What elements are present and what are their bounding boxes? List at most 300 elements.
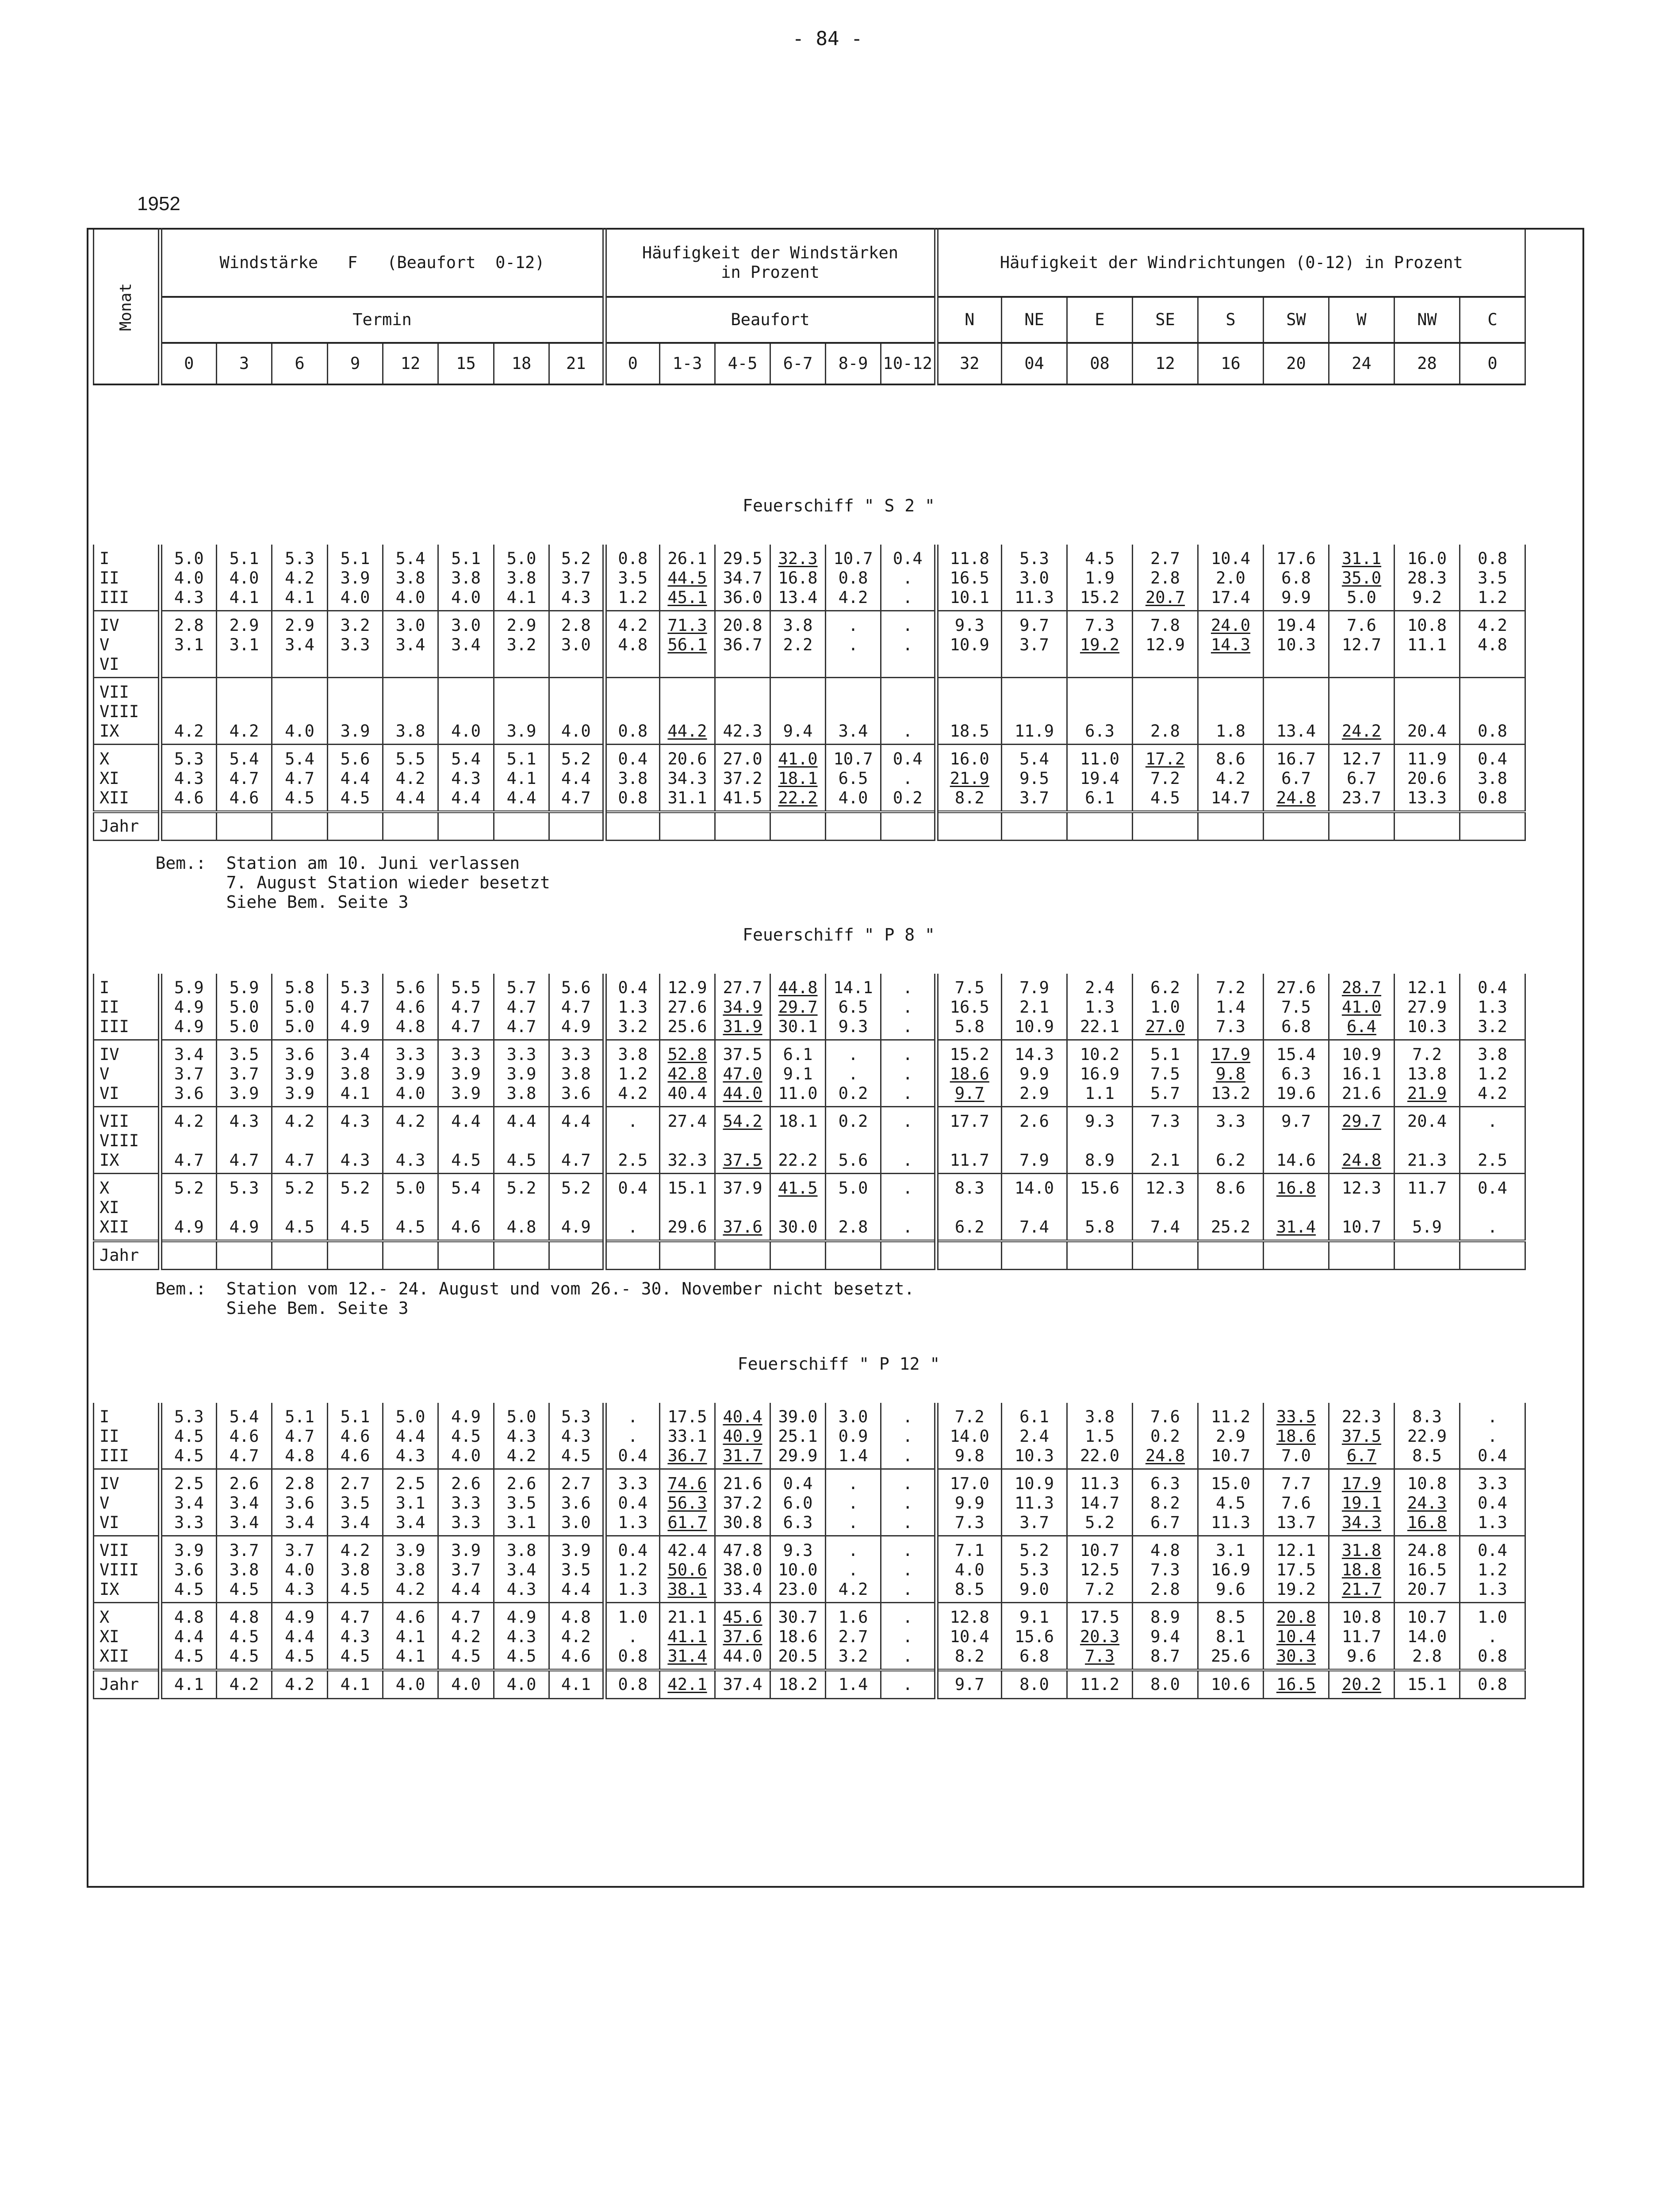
cell-value: . (903, 1513, 913, 1532)
value-cell (438, 1603, 494, 1671)
cell-value: 3.7 (451, 1560, 481, 1579)
jahr-value: 0.8 (605, 1670, 660, 1699)
cell-value: 6.1 (783, 1045, 813, 1064)
value-cell (1067, 1603, 1133, 1671)
value-cell (1067, 1536, 1133, 1603)
cell-value: 17.5 (1276, 1560, 1316, 1579)
termin-col: 9 (328, 343, 383, 384)
value-cell (438, 1040, 494, 1107)
cell-value: 10.7 (1080, 1541, 1120, 1560)
month-label: X (100, 749, 110, 768)
cell-value: 4.1 (506, 588, 536, 607)
cell-value: 10.1 (950, 588, 989, 607)
value-cell (438, 1536, 494, 1603)
cell-value: 10.0 (778, 1560, 818, 1579)
cell-value: 4.1 (229, 588, 259, 607)
windstaerke-title: Windstärke F (Beaufort 0-12) (160, 229, 605, 297)
cell-value: 4.3 (229, 1112, 259, 1131)
month-label: IV (100, 616, 119, 635)
cell-value: 47.0 (723, 1064, 762, 1083)
value-cell (383, 678, 438, 745)
cell-value: 10.4 (1276, 1627, 1316, 1646)
value-cell (383, 1469, 438, 1536)
cell-value (607, 702, 659, 722)
cell-value: 42.8 (667, 1064, 707, 1083)
jahr-value (1002, 812, 1067, 841)
cell-value: 9.3 (783, 1541, 813, 1560)
jahr-value (605, 1241, 660, 1270)
cell-value: 13.4 (778, 588, 818, 607)
month-label: IX (100, 1580, 119, 1599)
cell-value: 1.3 (618, 1580, 648, 1599)
cell-value: 4.2 (285, 568, 314, 588)
cell-value: 37.5 (723, 1151, 762, 1170)
cell-value: . (1487, 1407, 1498, 1426)
cell-value: 4.9 (174, 1017, 204, 1036)
cell-value: 5.0 (838, 1179, 868, 1198)
jahr-value: 4.2 (217, 1670, 272, 1699)
cell-value: 3.7 (1019, 1513, 1049, 1532)
cell-value: 20.5 (778, 1647, 818, 1666)
cell-value: 10.3 (1407, 1017, 1447, 1036)
value-cell (160, 974, 217, 1040)
cell-value: 3.9 (174, 1541, 204, 1560)
jahr-value: 11.2 (1067, 1670, 1133, 1699)
cell-value: . (1487, 1627, 1498, 1646)
value-cell (1133, 1174, 1198, 1241)
cell-value: 3.8 (561, 1064, 591, 1083)
cell-value: 20.7 (1407, 1580, 1447, 1599)
direction-name: C (1460, 297, 1525, 343)
cell-value: 4.9 (506, 1608, 536, 1627)
cell-value: 11.3 (1211, 1513, 1251, 1532)
value-cell (217, 545, 272, 611)
cell-value: 3.4 (174, 1045, 204, 1064)
value-cell (1460, 1403, 1525, 1469)
value-cell (1002, 678, 1067, 745)
cell-value: 14.0 (950, 1427, 989, 1446)
cell-value: 5.1 (451, 549, 481, 568)
cell-value: 5.3 (1019, 549, 1049, 568)
cell-value: 24.8 (1407, 1541, 1447, 1560)
cell-value: 16.1 (1341, 1064, 1382, 1083)
cell-value: 3.6 (174, 1084, 204, 1103)
cell-value: 4.8 (506, 1217, 536, 1237)
cell-value (162, 683, 216, 702)
value-cell (715, 745, 770, 812)
cell-value (1002, 702, 1066, 722)
cell-value (881, 1131, 934, 1151)
jahr-value (715, 1241, 770, 1270)
value-cell (549, 678, 605, 745)
cell-value: 17.6 (1276, 549, 1316, 568)
value-cell (217, 1469, 272, 1536)
jahr-value (328, 1241, 383, 1270)
cell-value: 3.1 (395, 1494, 425, 1513)
cell-value: 3.7 (285, 1541, 314, 1560)
cell-value: 3.4 (229, 1494, 259, 1513)
value-cell (1460, 1107, 1525, 1174)
cell-value: 5.2 (285, 1179, 314, 1198)
cell-value: 22.0 (1080, 1446, 1120, 1465)
haeufigkeit-windrichtungen-title: Häufigkeit der Windrichtungen (0-12) in Prozent (936, 229, 1525, 297)
cell-value: 9.7 (954, 1084, 985, 1103)
cell-value: 0.8 (1478, 722, 1507, 741)
cell-value: 6.2 (954, 1217, 985, 1237)
cell-value: 4.0 (451, 588, 481, 607)
cell-value: 4.5 (229, 1647, 259, 1666)
monat-label: Monat (116, 283, 135, 331)
cell-value: 54.2 (723, 1112, 762, 1131)
value-cell (605, 1174, 660, 1241)
cell-value: 1.5 (1085, 1427, 1115, 1446)
value-cell (881, 1107, 936, 1174)
cell-value: 6.3 (1281, 1064, 1311, 1083)
cell-value (1068, 1131, 1132, 1151)
value-cell (1329, 545, 1394, 611)
cell-value: 3.8 (340, 1560, 370, 1579)
cell-value: 7.1 (954, 1541, 985, 1560)
cell-value: 5.9 (174, 978, 204, 997)
cell-value: 5.3 (174, 1407, 204, 1426)
value-cell (1133, 611, 1198, 678)
cell-value: 4.0 (229, 568, 259, 588)
value-cell (438, 611, 494, 678)
value-cell (438, 745, 494, 812)
cell-value (716, 683, 770, 702)
value-cell (605, 1403, 660, 1469)
cell-value: 5.2 (561, 549, 591, 568)
cell-value: 4.0 (451, 722, 481, 741)
cell-value: 3.3 (174, 1513, 204, 1532)
cell-value: 6.2 (1216, 1151, 1245, 1170)
cell-value: 0.4 (618, 749, 648, 768)
cell-value: 21.9 (1407, 1084, 1447, 1103)
cell-value: 1.2 (1478, 1560, 1507, 1579)
cell-value: 4.2 (561, 1627, 591, 1646)
cell-value (716, 1131, 770, 1151)
jahr-value: 4.2 (272, 1670, 328, 1699)
value-cell (881, 1469, 936, 1536)
value-cell (217, 1536, 272, 1603)
value-cell (1198, 1107, 1264, 1174)
value-cell (1002, 745, 1067, 812)
cell-value: 2.8 (561, 616, 591, 635)
cell-value: 21.1 (667, 1608, 707, 1627)
cell-value: 7.6 (1281, 1494, 1311, 1513)
cell-value: 31.4 (1276, 1217, 1316, 1237)
cell-value: 4.7 (285, 1151, 314, 1170)
cell-value (826, 1198, 880, 1217)
value-cell (383, 1403, 438, 1469)
jahr-value (160, 1241, 217, 1270)
cell-value (1199, 683, 1263, 702)
value-cell (770, 1040, 826, 1107)
cell-value: 0.8 (1478, 788, 1507, 807)
value-cell (494, 1469, 549, 1536)
cell-value: 17.5 (667, 1407, 707, 1426)
cell-value: 8.5 (1412, 1446, 1442, 1465)
month-group-row (94, 1107, 1525, 1174)
jahr-value (438, 1241, 494, 1270)
cell-value (439, 1198, 493, 1217)
month-label: II (100, 1427, 119, 1446)
value-cell (1460, 1469, 1525, 1536)
cell-value: 3.8 (340, 1064, 370, 1083)
cell-value: 4.3 (395, 1446, 425, 1465)
cell-value (1002, 683, 1066, 702)
cell-value: 21.3 (1407, 1151, 1447, 1170)
cell-value: 15.2 (950, 1045, 989, 1064)
cell-value: 4.2 (340, 1541, 370, 1560)
cell-value: 10.2 (1080, 1045, 1120, 1064)
cell-value (771, 702, 825, 722)
ship-name: Feuerschiff " P 8 " (743, 925, 935, 945)
cell-value: 4.5 (174, 1647, 204, 1666)
jahr-value: 9.7 (936, 1670, 1002, 1699)
cell-value: 4.3 (506, 1627, 536, 1646)
cell-value: 4.3 (174, 769, 204, 788)
cell-value: 4.4 (561, 1580, 591, 1599)
cell-value: . (903, 1151, 913, 1170)
cell-value (1329, 702, 1394, 722)
cell-value: 8.5 (954, 1580, 985, 1599)
cell-value: 4.4 (285, 1627, 314, 1646)
value-cell (1460, 1603, 1525, 1671)
cell-value: 3.8 (506, 568, 536, 588)
value-cell (549, 1040, 605, 1107)
cell-value: 7.5 (954, 978, 985, 997)
cell-value: 23.7 (1341, 788, 1382, 807)
month-label: XII (100, 1217, 129, 1237)
value-cell (605, 1603, 660, 1671)
cell-value: 7.9 (1019, 1151, 1049, 1170)
cell-value (272, 655, 327, 674)
cell-value: 7.3 (1150, 1112, 1180, 1131)
cell-value: 25.6 (667, 1017, 707, 1036)
cell-value: 3.7 (1019, 635, 1049, 654)
cell-value: 24.8 (1145, 1446, 1185, 1465)
cell-value: 9.0 (1019, 1580, 1049, 1599)
value-cell (1329, 1403, 1394, 1469)
value-cell (715, 1469, 770, 1536)
cell-value: 18.6 (1276, 1427, 1316, 1446)
cell-value: 8.2 (954, 1647, 985, 1666)
cell-value: . (848, 635, 858, 654)
value-cell (1002, 1536, 1067, 1603)
cell-value: 9.3 (954, 616, 985, 635)
cell-value: 4.5 (174, 1446, 204, 1465)
cell-value: 4.4 (451, 788, 481, 807)
value-cell (438, 974, 494, 1040)
value-cell (660, 974, 715, 1040)
value-cell (383, 545, 438, 611)
cell-value: 11.3 (1014, 1494, 1054, 1513)
value-cell (1067, 1107, 1133, 1174)
value-cell (438, 1174, 494, 1241)
beaufort-col: 6-7 (770, 343, 826, 384)
cell-value: 2.8 (1150, 722, 1180, 741)
value-cell (1067, 1040, 1133, 1107)
value-cell (1264, 1536, 1329, 1603)
value-cell (549, 545, 605, 611)
cell-value: . (1487, 1217, 1498, 1237)
cell-value: 12.1 (1276, 1541, 1316, 1560)
cell-value: 42.3 (723, 722, 762, 741)
cell-value: 3.0 (451, 616, 481, 635)
cell-value: 9.1 (783, 1064, 813, 1083)
value-cell (272, 745, 328, 812)
cell-value: 6.7 (1150, 1513, 1180, 1532)
cell-value (1199, 1198, 1263, 1217)
cell-value: 5.0 (285, 998, 314, 1017)
cell-value: 32.3 (778, 549, 818, 568)
cell-value: 10.7 (833, 549, 873, 568)
cell-value: 8.2 (954, 788, 985, 807)
cell-value: 5.4 (451, 749, 481, 768)
cell-value: . (903, 1446, 913, 1465)
value-cell (494, 1603, 549, 1671)
month-labels (94, 974, 160, 1040)
jahr-value: 8.0 (1133, 1670, 1198, 1699)
cell-value (1002, 1198, 1066, 1217)
cell-value: 6.5 (838, 998, 868, 1017)
cell-value (550, 702, 602, 722)
cell-value: 17.0 (950, 1474, 989, 1493)
cell-value: . (848, 1513, 858, 1532)
cell-value: 0.4 (618, 978, 648, 997)
beaufort-col: 0 (605, 343, 660, 384)
cell-value: 2.4 (1019, 1427, 1049, 1446)
jahr-value (936, 812, 1002, 841)
month-label: VI (100, 1513, 119, 1532)
cell-value: 4.9 (561, 1217, 591, 1237)
cell-value (939, 655, 1001, 674)
cell-value: 1.0 (618, 1608, 648, 1627)
cell-value: 4.9 (174, 998, 204, 1017)
cell-value (1133, 702, 1197, 722)
cell-value (494, 1198, 548, 1217)
value-cell (1198, 974, 1264, 1040)
value-cell (160, 1536, 217, 1603)
cell-value: 3.9 (451, 1541, 481, 1560)
cell-value: 56.1 (667, 635, 707, 654)
value-cell (383, 1107, 438, 1174)
cell-value: 12.1 (1407, 978, 1447, 997)
cell-value: 4.1 (506, 769, 536, 788)
cell-value: 4.7 (451, 998, 481, 1017)
cell-value: 30.3 (1276, 1647, 1316, 1666)
jahr-value (715, 812, 770, 841)
cell-value: 16.8 (778, 568, 818, 588)
value-cell (1067, 678, 1133, 745)
value-cell (1394, 1107, 1460, 1174)
cell-value: 12.5 (1080, 1560, 1120, 1579)
cell-value: 12.7 (1341, 635, 1382, 654)
cell-value: 0.8 (618, 1647, 648, 1666)
cell-value: 6.0 (783, 1494, 813, 1513)
cell-value: . (903, 1112, 913, 1131)
cell-value: 1.0 (1478, 1608, 1507, 1627)
value-cell (328, 1403, 383, 1469)
cell-value: 1.6 (838, 1608, 868, 1627)
beaufort-col: 8-9 (826, 343, 881, 384)
cell-value: 4.1 (395, 1627, 425, 1646)
cell-value: 13.3 (1407, 788, 1447, 807)
cell-value: 4.0 (561, 722, 591, 741)
cell-value: 20.8 (723, 616, 762, 635)
cell-value: 5.4 (451, 1179, 481, 1198)
value-cell (1329, 1469, 1394, 1536)
cell-value: 16.0 (950, 749, 989, 768)
value-cell (272, 1603, 328, 1671)
cell-value (660, 1198, 714, 1217)
cell-value: . (903, 1017, 913, 1036)
cell-value: 0.9 (838, 1427, 868, 1446)
month-label: VIII (100, 1560, 139, 1579)
cell-value: 4.6 (395, 998, 425, 1017)
cell-value (439, 655, 493, 674)
month-group-row (94, 745, 1525, 812)
cell-value (881, 1198, 934, 1217)
month-label: VI (100, 655, 119, 674)
cell-value: 27.0 (723, 749, 762, 768)
jahr-value (1264, 812, 1329, 841)
cell-value (1460, 683, 1525, 702)
cell-value: 8.9 (1150, 1608, 1180, 1627)
cell-value (660, 655, 714, 674)
cell-value: 14.1 (833, 978, 873, 997)
value-cell (936, 1040, 1002, 1107)
cell-value (1133, 683, 1197, 702)
value-cell (936, 1107, 1002, 1174)
month-label: VII (100, 1541, 129, 1560)
cell-value: 18.5 (950, 722, 989, 741)
value-cell (826, 678, 881, 745)
cell-value: 3.3 (506, 1045, 536, 1064)
jahr-value (826, 1241, 881, 1270)
cell-value: 3.6 (285, 1045, 314, 1064)
cell-value: 0.4 (1478, 1446, 1507, 1465)
cell-value (1068, 702, 1132, 722)
cell-value: 27.9 (1407, 998, 1447, 1017)
cell-value: 12.9 (667, 978, 707, 997)
value-cell (549, 1536, 605, 1603)
jahr-row (94, 1670, 1525, 1699)
cell-value: 7.7 (1281, 1474, 1311, 1493)
jahr-value: 16.5 (1264, 1670, 1329, 1699)
jahr-label: Jahr (94, 1670, 160, 1699)
value-cell (660, 1107, 715, 1174)
value-cell (770, 545, 826, 611)
cell-value (383, 655, 437, 674)
value-cell (383, 1040, 438, 1107)
cell-value: 21.7 (1341, 1580, 1382, 1599)
value-cell (160, 1469, 217, 1536)
value-cell (770, 611, 826, 678)
value-cell (605, 745, 660, 812)
cell-value: . (848, 616, 858, 635)
page-number: - 84 - (792, 27, 863, 50)
value-cell (826, 1536, 881, 1603)
value-cell (272, 974, 328, 1040)
cell-value: 37.2 (723, 769, 762, 788)
cell-value: 3.9 (395, 1064, 425, 1083)
cell-value: 33.5 (1276, 1407, 1316, 1426)
cell-value: 25.1 (778, 1427, 818, 1446)
cell-value: 4.7 (229, 769, 259, 788)
value-cell (272, 545, 328, 611)
